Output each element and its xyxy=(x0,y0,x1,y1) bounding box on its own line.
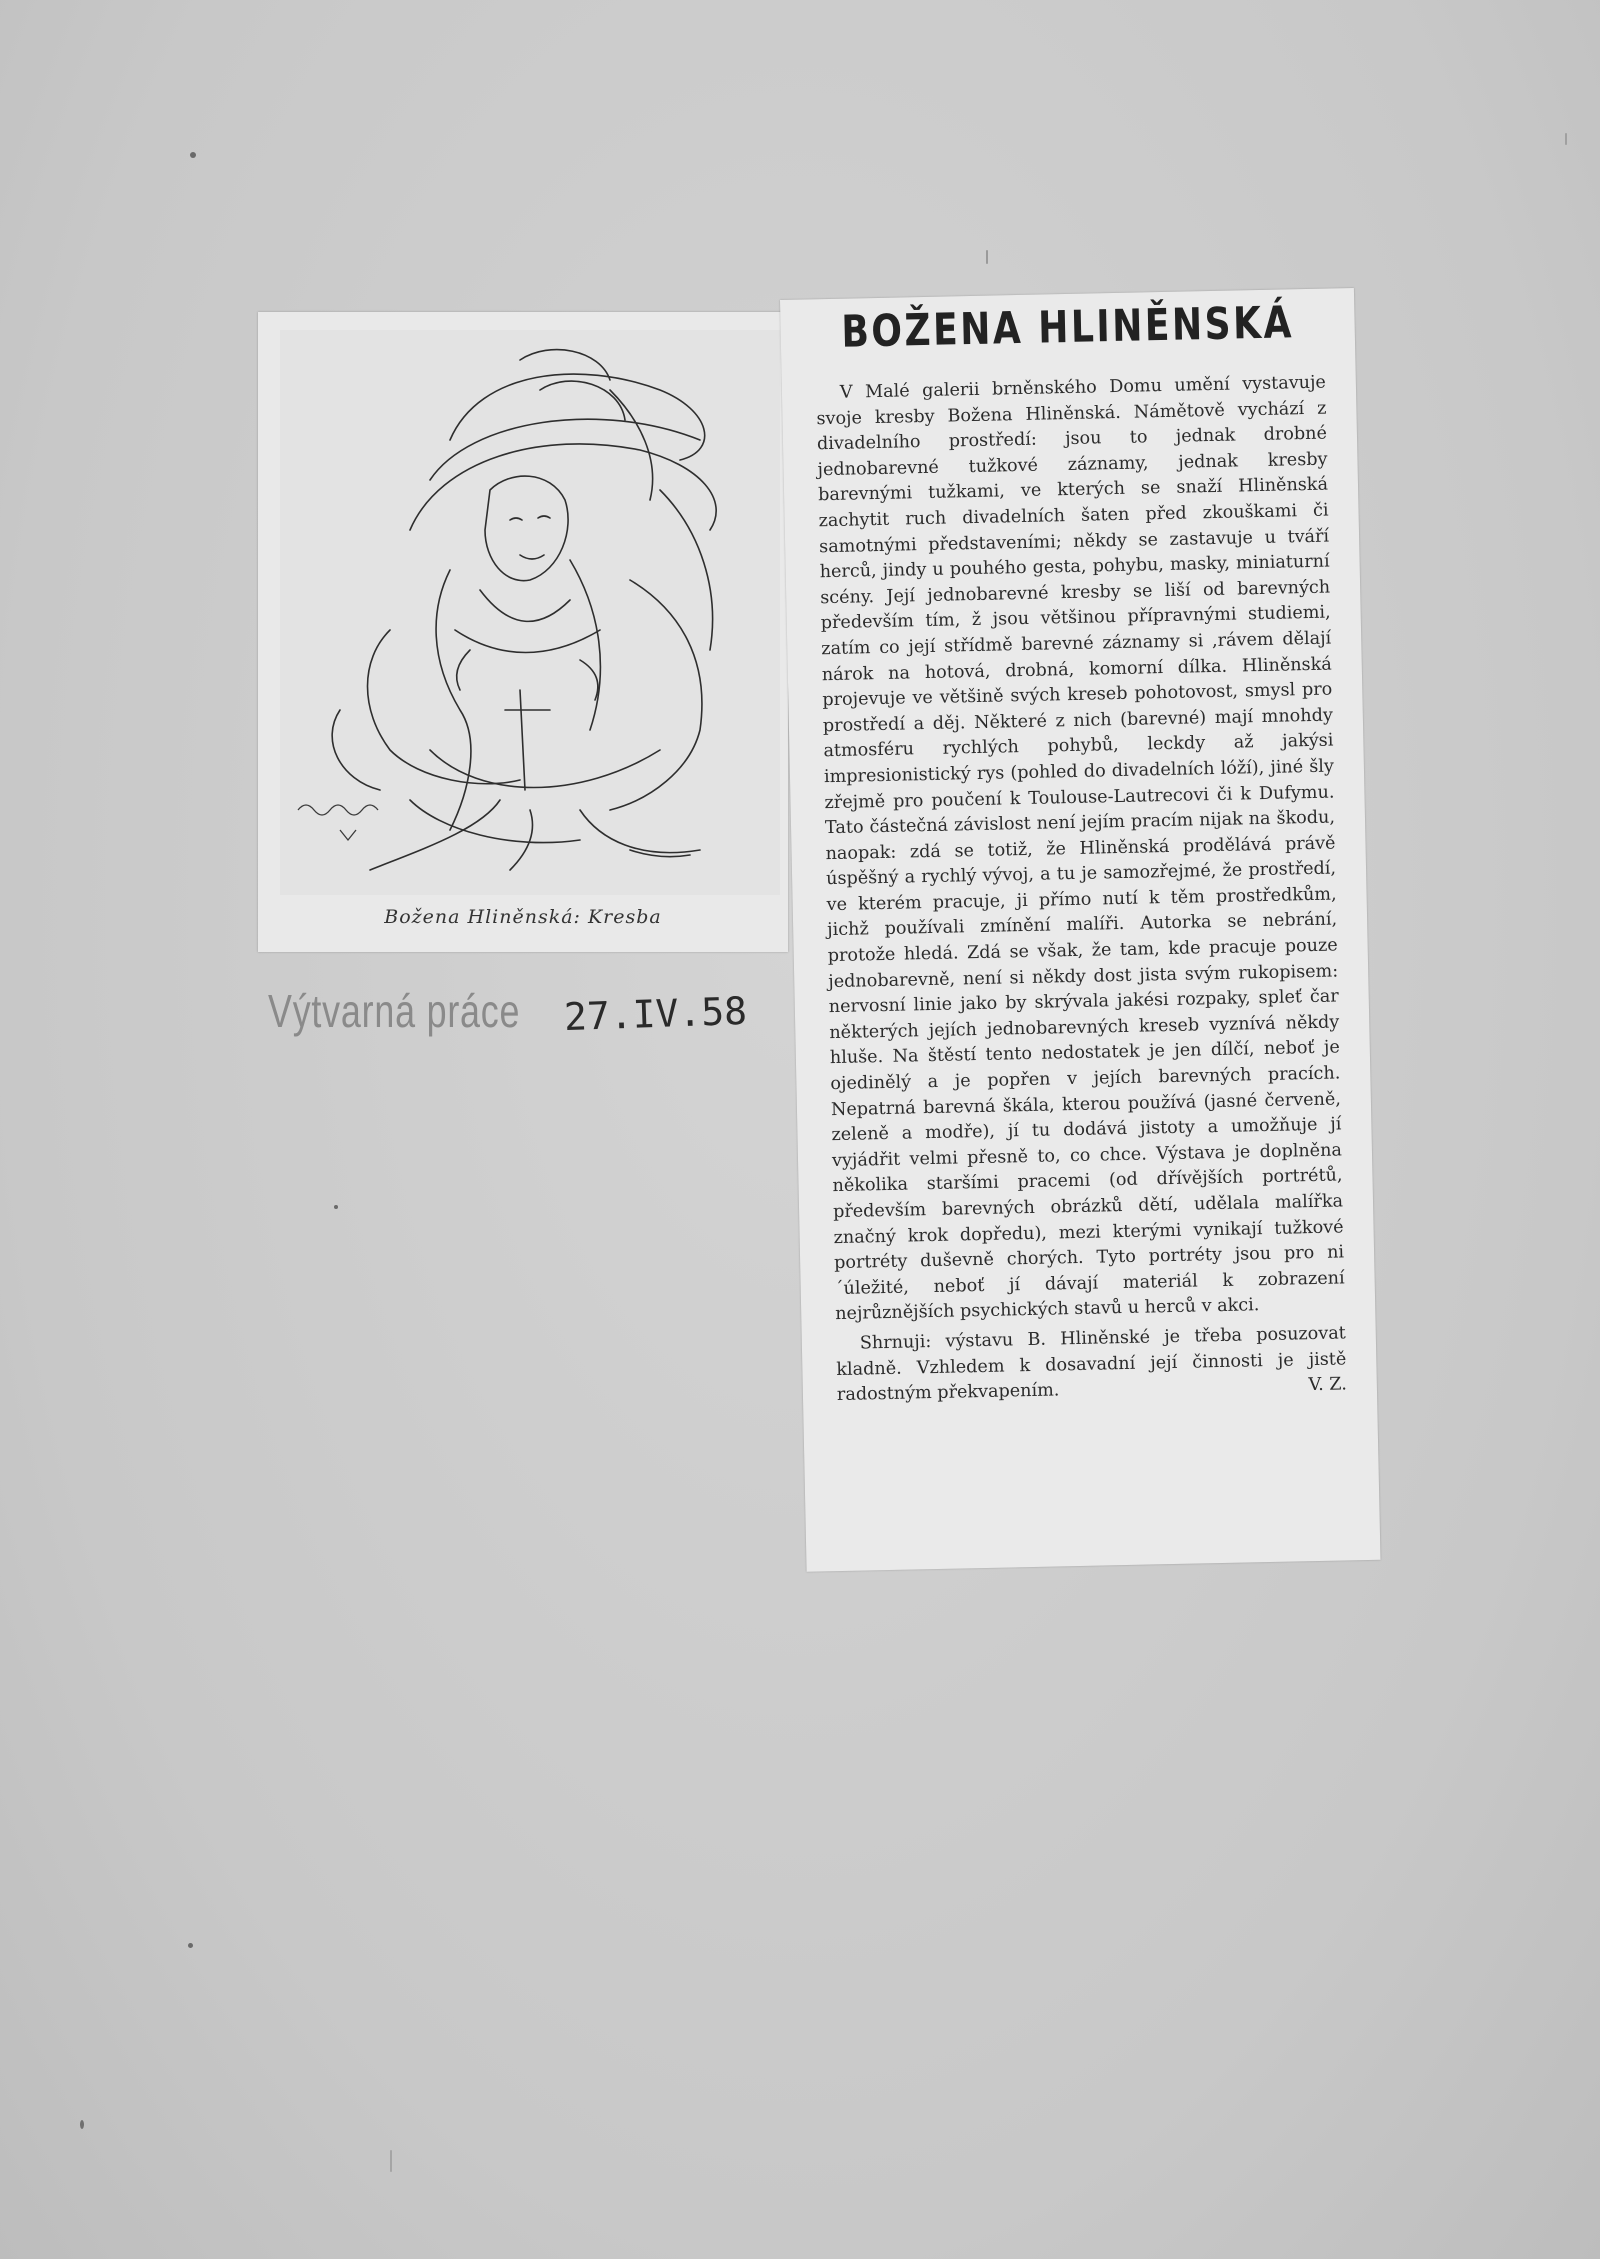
sketch-illustration xyxy=(280,330,780,895)
article-signature: V. Z. xyxy=(1308,1374,1348,1396)
dust-speck xyxy=(190,152,196,158)
figure-clipping xyxy=(258,312,788,952)
dust-speck xyxy=(80,2120,84,2129)
dust-speck xyxy=(986,250,988,264)
source-stamp: Výtvarná práce xyxy=(268,985,521,1037)
article-paragraph: V Malé galerii brněnského Domu umění vystavuje svoje kresby Božena Hliněnská. Námětově vychází z divadelního prostředí: jsou to jednak drobné jednobarevné tužkové záznamy, jednak kresby barevnými tužkami, ve kterých se snaží Hliněnská zachytit ruch divadelních šaten před zkouškami či samotnými představeními; někdy se zastavuje u tváří herců, jindy u pouhého gesta, pohybu, masky, miniaturní scény. Její jednobarevné kresby se liší od barevných především tím, ž jsou většinou přípravnými studiemi, zatím co její střídmě barevné záznamy si ,rávem dělají nárok na hotová, drobná, komorní dílka. Hliněnská projevuje ve většině svých kreseb pohotovost, smysl pro prostředí a děj. Některé z nich (barevné) mají mnohdy atmosféru rychlých pohybů, leckdy až jakýsi impresionistický rys (pohled do divadelních lóží), jiné šly zřejmě pro poučení k Toulouse-Lautrecovi či k Dufymu. Tato částečná závislost není jejím pracím nijak na škodu, naopak: zdá se totiž, že Hliněnská prodělává právě úspěšný a rychlý vývoj, a tu je samozřejmé, že prostředí, ve kterém pracuje, ji přímo nutí k těm prostředkům, jichž používali zmínění malíři. Autorka se nebrání, protože hledá. Zdá se však, že tam, kde pracuje pouze jednobarevně, není si někdy dost jista svým rukopisem: nervosní linie jako by skrývala jakési rozpaky, spleť čar některých jejích jednobarevných kreseb vyznívá někdy hluše. Na štěstí tento nedostatek je jen dílčí, neboť je ojedinělý a je popřen v jejích barevných pracích. Nepatrná barevná škála, kterou používá (jasné červeně, zeleně a modře), jí tu dodává jistoty a umožňuje jí vyjádřit velmi přesně to, co chce. Výstava je doplněna několika staršími pracemi (od dřívějších portrétů, především barevných obrázků dětí, udělala malířka značný krok dopředu), mezi kterými vynikají tužkové portréty duševně chorých. Tyto portréty jsou pro ni ´úležité, neboť jí dávají materiál k zobrazení nejrůznějších psychických stavů u herců v akci. xyxy=(816,372,1345,1325)
handwritten-date: 27.IV.58 xyxy=(563,988,748,1040)
dust-speck xyxy=(390,2150,392,2172)
article-headline: BOŽENA HLINĚNSKÁ xyxy=(840,297,1295,358)
article-body xyxy=(816,371,1347,1409)
article-clipping xyxy=(780,288,1381,1572)
figure-caption: Božena Hliněnská: Kresba xyxy=(384,906,662,928)
sketch-drawing xyxy=(280,330,780,895)
dust-speck xyxy=(334,1205,338,1209)
article-paragraph xyxy=(836,1321,1347,1408)
article-paragraph-text: Shrnuji: výstavu B. Hliněnské je třeba posuzovat kladně. Vzhledem k dosavadní její činnosti je jistě radostným překvapením. xyxy=(836,1323,1347,1406)
dust-speck xyxy=(188,1943,193,1948)
dust-speck xyxy=(1565,133,1567,145)
